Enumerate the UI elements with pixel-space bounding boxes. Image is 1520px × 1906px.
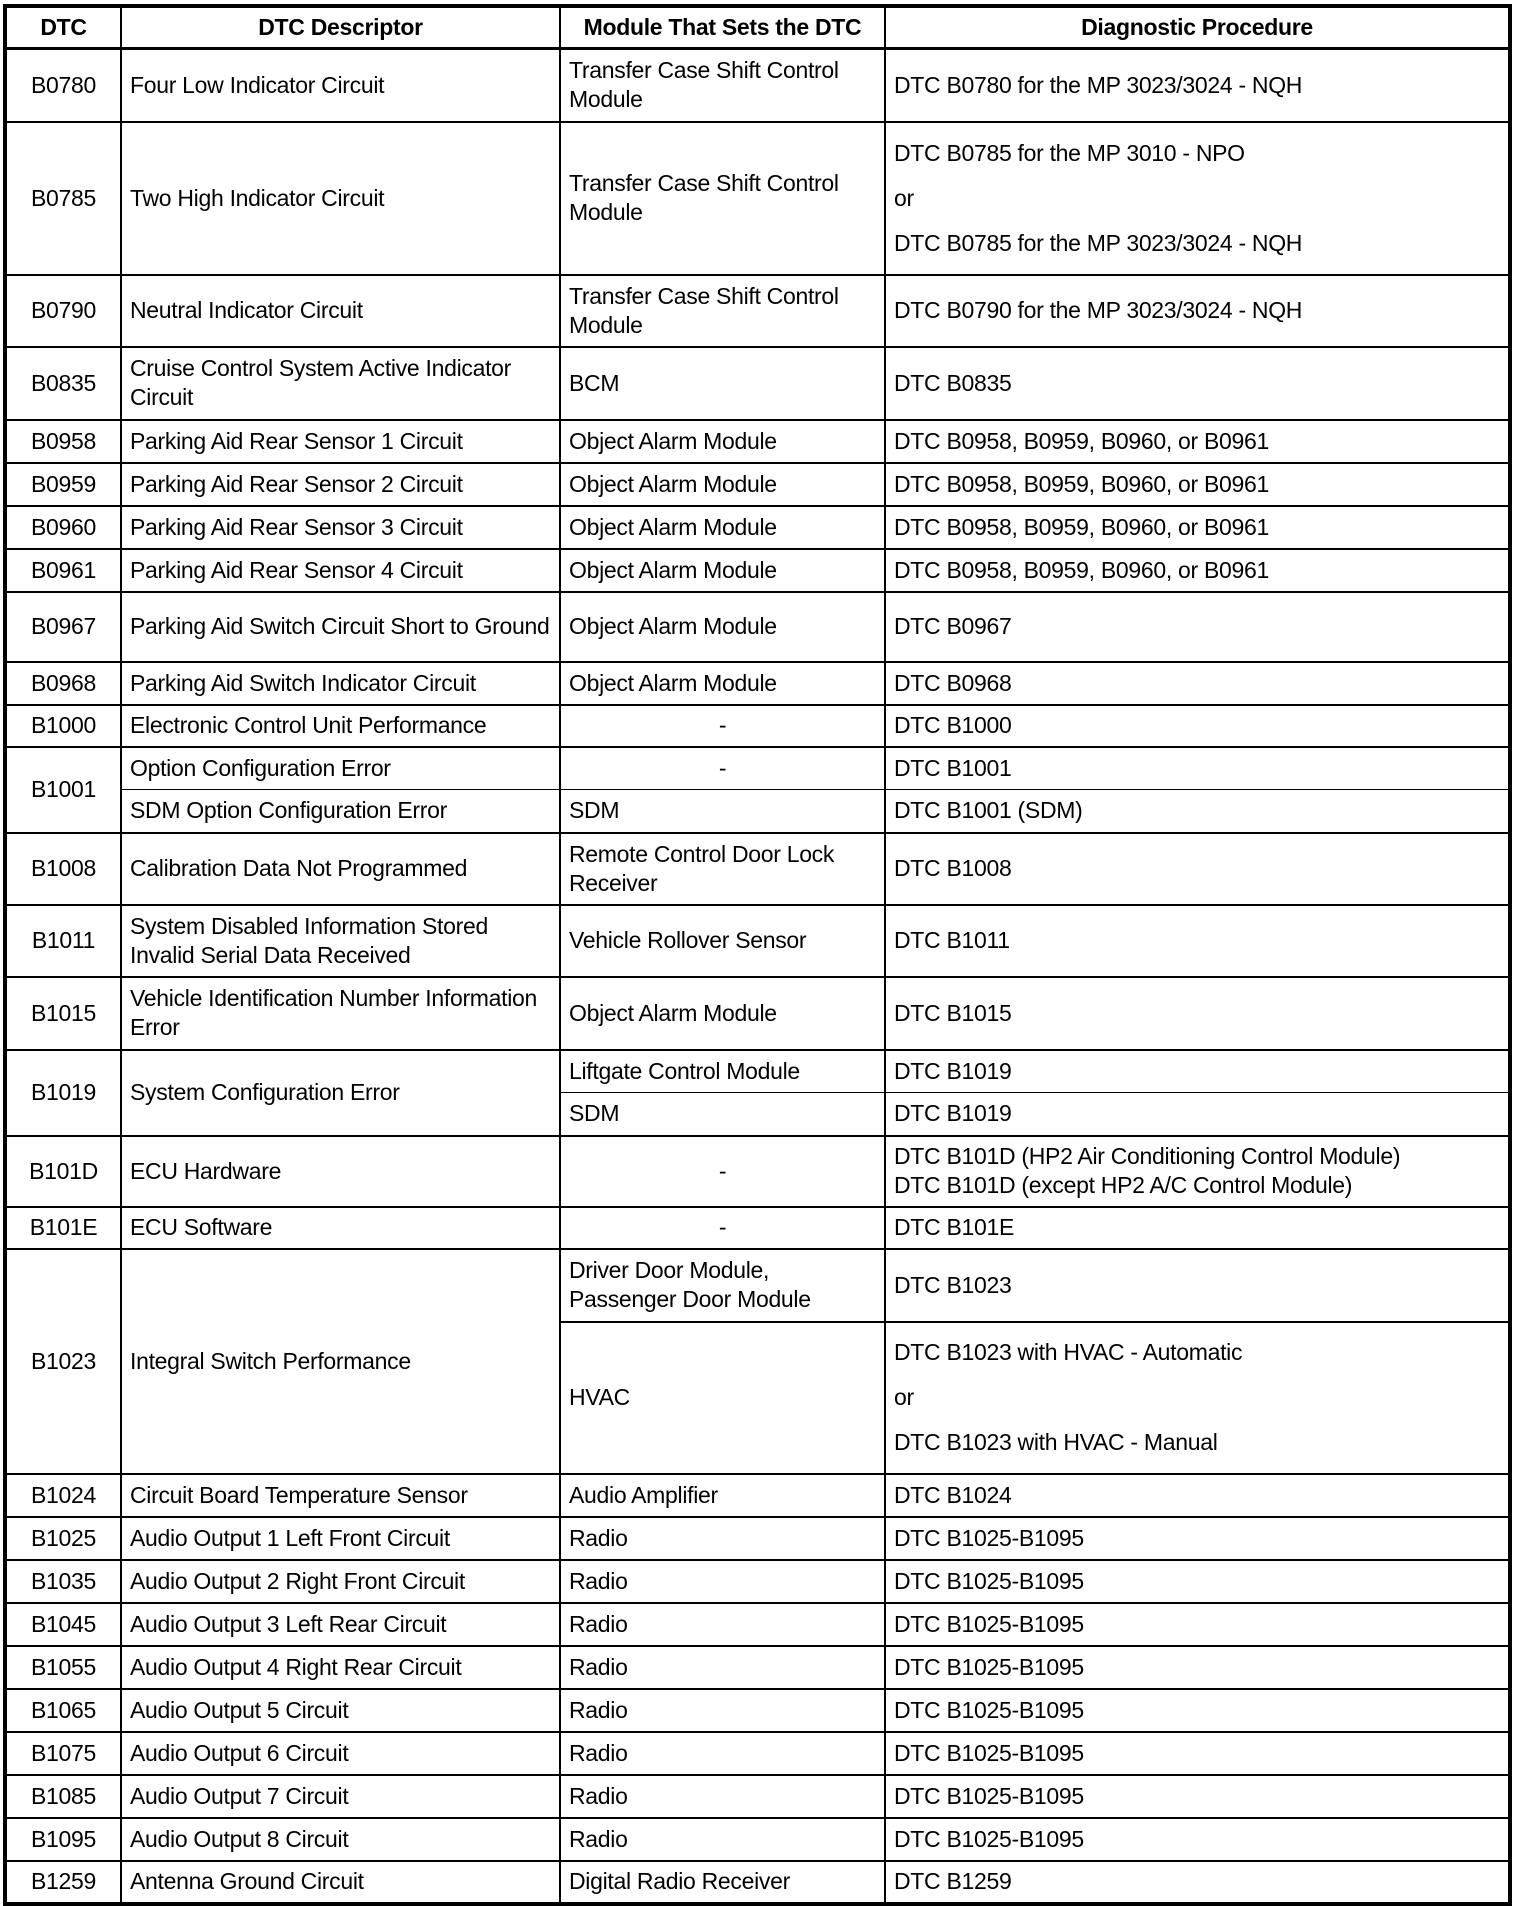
diagnostic-procedure-link[interactable]: DTC B1025-B1095 (885, 1560, 1510, 1603)
table-row (5, 1249, 1510, 1322)
table-row (5, 905, 1510, 977)
module-name: Liftgate Control Module (560, 1050, 885, 1093)
dtc-descriptor: Parking Aid Switch Indicator Circuit (121, 662, 560, 705)
table-row (5, 1136, 1510, 1207)
dtc-descriptor: System Configuration Error (121, 1050, 560, 1136)
dtc-code: B0790 (5, 275, 121, 347)
table-row (5, 49, 1510, 122)
spacer (894, 213, 1500, 229)
table-row (5, 747, 1510, 790)
dtc-descriptor: Integral Switch Performance (121, 1249, 560, 1474)
table-row (5, 347, 1510, 420)
module-name: Radio (560, 1603, 885, 1646)
dtc-code: B1055 (5, 1646, 121, 1689)
diagnostic-procedure-link[interactable]: DTC B1001 (SDM) (885, 790, 1510, 833)
module-name: Digital Radio Receiver (560, 1861, 885, 1904)
table-row (5, 977, 1510, 1050)
diagnostic-procedure-link[interactable]: DTC B101D (HP2 Air Conditioning Control Module) (894, 1143, 1401, 1169)
table-row (5, 662, 1510, 705)
table-subrow (5, 790, 1510, 833)
module-name: - (560, 705, 885, 747)
table-row (5, 833, 1510, 905)
diagnostic-procedure-link[interactable]: DTC B1259 (885, 1861, 1510, 1904)
table-row (5, 1818, 1510, 1861)
table-row (5, 1689, 1510, 1732)
dtc-code: B0967 (5, 592, 121, 662)
dtc-code: B1023 (5, 1249, 121, 1474)
module-name: Object Alarm Module (560, 506, 885, 549)
dtc-descriptor: Circuit Board Temperature Sensor (121, 1474, 560, 1517)
table-header-row (5, 6, 1510, 49)
dtc-code: B1011 (5, 905, 121, 977)
module-name: Remote Control Door Lock Receiver (560, 833, 885, 905)
module-name: SDM (560, 790, 885, 833)
diagnostic-procedure-link[interactable]: DTC B1025-B1095 (885, 1732, 1510, 1775)
dtc-descriptor: Cruise Control System Active Indicator Circuit (121, 347, 560, 420)
diagnostic-procedure-link[interactable]: DTC B1025-B1095 (885, 1775, 1510, 1818)
dtc-descriptor: Audio Output 7 Circuit (121, 1775, 560, 1818)
diagnostic-procedure (885, 1322, 1510, 1474)
dtc-descriptor: Audio Output 2 Right Front Circuit (121, 1560, 560, 1603)
spacer (894, 1412, 1500, 1428)
dtc-code: B1001 (5, 747, 121, 833)
dtc-table (3, 4, 1512, 1906)
module-name: Object Alarm Module (560, 420, 885, 463)
table-row (5, 1775, 1510, 1818)
diagnostic-procedure-link[interactable]: DTC B0958, B0959, B0960, or B0961 (885, 463, 1510, 506)
diagnostic-procedure-link[interactable]: DTC B1024 (885, 1474, 1510, 1517)
column-header-procedure: Diagnostic Procedure (885, 6, 1510, 49)
module-name: BCM (560, 347, 885, 420)
dtc-code: B1025 (5, 1517, 121, 1560)
table-row (5, 275, 1510, 347)
dtc-descriptor: Neutral Indicator Circuit (121, 275, 560, 347)
diagnostic-procedure-link[interactable]: DTC B0780 for the MP 3023/3024 - NQH (885, 49, 1510, 122)
dtc-descriptor: Two High Indicator Circuit (121, 122, 560, 275)
module-name: Object Alarm Module (560, 549, 885, 592)
dtc-descriptor: Parking Aid Rear Sensor 2 Circuit (121, 463, 560, 506)
module-name: Transfer Case Shift Control Module (560, 49, 885, 122)
dtc-descriptor: Parking Aid Switch Circuit Short to Ground (121, 592, 560, 662)
table-row (5, 1560, 1510, 1603)
dtc-code: B0968 (5, 662, 121, 705)
diagnostic-procedure-link[interactable]: DTC B0968 (885, 662, 1510, 705)
diagnostic-procedure-link[interactable]: DTC B1025-B1095 (885, 1517, 1510, 1560)
module-name: Driver Door Module, Passenger Door Module (560, 1249, 885, 1322)
dtc-code: B1035 (5, 1560, 121, 1603)
diagnostic-procedure-link[interactable]: DTC B0790 for the MP 3023/3024 - NQH (885, 275, 1510, 347)
diagnostic-procedure-link[interactable]: DTC B0785 for the MP 3023/3024 - NQH (894, 229, 1303, 256)
dtc-code: B101E (5, 1207, 121, 1249)
diagnostic-procedure-link[interactable]: DTC B1023 (885, 1249, 1510, 1322)
dtc-code: B1085 (5, 1775, 121, 1818)
dtc-descriptor: Parking Aid Rear Sensor 1 Circuit (121, 420, 560, 463)
module-name: Object Alarm Module (560, 592, 885, 662)
diagnostic-procedure-link[interactable]: DTC B1019 (885, 1050, 1510, 1093)
dtc-descriptor: Vehicle Identification Number Information Error (121, 977, 560, 1050)
dtc-code: B1065 (5, 1689, 121, 1732)
dtc-descriptor: Calibration Data Not Programmed (121, 833, 560, 905)
dtc-document (3, 4, 1508, 1897)
module-name: Radio (560, 1818, 885, 1861)
diagnostic-procedure-link[interactable]: DTC B1023 with HVAC - Manual (894, 1429, 1218, 1455)
table-row (5, 592, 1510, 662)
dtc-code: B0959 (5, 463, 121, 506)
table-row (5, 1861, 1510, 1904)
table-row (5, 463, 1510, 506)
table-row (5, 1050, 1510, 1093)
dtc-descriptor: Parking Aid Rear Sensor 3 Circuit (121, 506, 560, 549)
column-header-dtc: DTC (5, 6, 121, 49)
table-row (5, 1646, 1510, 1689)
dtc-code: B1008 (5, 833, 121, 905)
module-name: Audio Amplifier (560, 1474, 885, 1517)
module-name: Vehicle Rollover Sensor (560, 905, 885, 977)
module-name: Radio (560, 1689, 885, 1732)
dtc-code: B101D (5, 1136, 121, 1207)
diagnostic-procedure (885, 1136, 1510, 1207)
dtc-code: B1075 (5, 1732, 121, 1775)
dtc-code: B1015 (5, 977, 121, 1050)
module-name: Radio (560, 1775, 885, 1818)
diagnostic-procedure-link[interactable]: DTC B101E (885, 1207, 1510, 1249)
dtc-descriptor: Audio Output 3 Left Rear Circuit (121, 1603, 560, 1646)
dtc-descriptor: ECU Software (121, 1207, 560, 1249)
spacer (894, 1367, 1500, 1383)
diagnostic-procedure-link[interactable]: DTC B1023 with HVAC - Automatic (894, 1339, 1243, 1365)
dtc-descriptor: Audio Output 5 Circuit (121, 1689, 560, 1732)
module-name: Transfer Case Shift Control Module (560, 122, 885, 275)
table-row (5, 705, 1510, 747)
table-row (5, 1732, 1510, 1775)
dtc-descriptor: ECU Hardware (121, 1136, 560, 1207)
table-row (5, 1474, 1510, 1517)
diagnostic-procedure-link[interactable]: DTC B1011 (885, 905, 1510, 977)
or-separator: or (894, 184, 914, 211)
diagnostic-procedure (885, 122, 1510, 275)
or-separator: or (894, 1384, 914, 1410)
diagnostic-procedure-link[interactable]: DTC B1025-B1095 (885, 1603, 1510, 1646)
dtc-code: B0958 (5, 420, 121, 463)
module-name: Radio (560, 1517, 885, 1560)
dtc-code: B1000 (5, 705, 121, 747)
table-row (5, 1517, 1510, 1560)
diagnostic-procedure-link[interactable]: DTC B0835 (885, 347, 1510, 420)
dtc-descriptor: Antenna Ground Circuit (121, 1861, 560, 1904)
diagnostic-procedure-link[interactable]: DTC B1015 (885, 977, 1510, 1050)
dtc-descriptor: Four Low Indicator Circuit (121, 49, 560, 122)
dtc-descriptor: Option Configuration Error (121, 747, 560, 790)
dtc-descriptor: Parking Aid Rear Sensor 4 Circuit (121, 549, 560, 592)
diagnostic-procedure-link[interactable]: DTC B1025-B1095 (885, 1818, 1510, 1861)
module-name: Radio (560, 1646, 885, 1689)
dtc-code: B0785 (5, 122, 121, 275)
dtc-descriptor: Audio Output 6 Circuit (121, 1732, 560, 1775)
table-row (5, 1207, 1510, 1249)
diagnostic-procedure-link[interactable]: DTC B0958, B0959, B0960, or B0961 (885, 549, 1510, 592)
table-row (5, 420, 1510, 463)
table-row (5, 506, 1510, 549)
module-name: - (560, 747, 885, 790)
dtc-code: B1019 (5, 1050, 121, 1136)
diagnostic-procedure-link[interactable]: DTC B0967 (885, 592, 1510, 662)
module-name: Object Alarm Module (560, 463, 885, 506)
dtc-code: B0835 (5, 347, 121, 420)
dtc-descriptor: Audio Output 1 Left Front Circuit (121, 1517, 560, 1560)
module-name: Radio (560, 1732, 885, 1775)
module-name: Transfer Case Shift Control Module (560, 275, 885, 347)
dtc-descriptor: Audio Output 4 Right Rear Circuit (121, 1646, 560, 1689)
dtc-descriptor: Electronic Control Unit Performance (121, 705, 560, 747)
diagnostic-procedure-link[interactable]: DTC B101D (except HP2 A/C Control Module) (894, 1172, 1353, 1198)
diagnostic-procedure-link[interactable]: DTC B0785 for the MP 3010 - NPO (894, 139, 1245, 166)
dtc-code: B1045 (5, 1603, 121, 1646)
module-name: SDM (560, 1093, 885, 1136)
dtc-code: B1259 (5, 1861, 121, 1904)
dtc-code: B1095 (5, 1818, 121, 1861)
diagnostic-procedure-link[interactable]: DTC B1008 (885, 833, 1510, 905)
module-name: HVAC (560, 1322, 885, 1474)
diagnostic-procedure-link[interactable]: DTC B1025-B1095 (885, 1689, 1510, 1732)
module-name: Object Alarm Module (560, 662, 885, 705)
table-row (5, 549, 1510, 592)
dtc-descriptor: Audio Output 8 Circuit (121, 1818, 560, 1861)
module-name: - (560, 1207, 885, 1249)
diagnostic-procedure-link[interactable]: DTC B0958, B0959, B0960, or B0961 (885, 420, 1510, 463)
column-header-descriptor: DTC Descriptor (121, 6, 560, 49)
diagnostic-procedure-link[interactable]: DTC B1001 (885, 747, 1510, 790)
column-header-module: Module That Sets the DTC (560, 6, 885, 49)
dtc-code: B1024 (5, 1474, 121, 1517)
diagnostic-procedure-link[interactable]: DTC B1000 (885, 705, 1510, 747)
dtc-code: B0960 (5, 506, 121, 549)
dtc-code: B0780 (5, 49, 121, 122)
table-row (5, 1603, 1510, 1646)
module-name: - (560, 1136, 885, 1207)
diagnostic-procedure-link[interactable]: DTC B1019 (885, 1093, 1510, 1136)
dtc-descriptor: SDM Option Configuration Error (121, 790, 560, 833)
dtc-descriptor: System Disabled Information Stored Invalid Serial Data Received (121, 905, 560, 977)
module-name: Radio (560, 1560, 885, 1603)
dtc-code: B0961 (5, 549, 121, 592)
spacer (894, 168, 1500, 184)
module-name: Object Alarm Module (560, 977, 885, 1050)
diagnostic-procedure-link[interactable]: DTC B0958, B0959, B0960, or B0961 (885, 506, 1510, 549)
diagnostic-procedure-link[interactable]: DTC B1025-B1095 (885, 1646, 1510, 1689)
table-row (5, 122, 1510, 275)
